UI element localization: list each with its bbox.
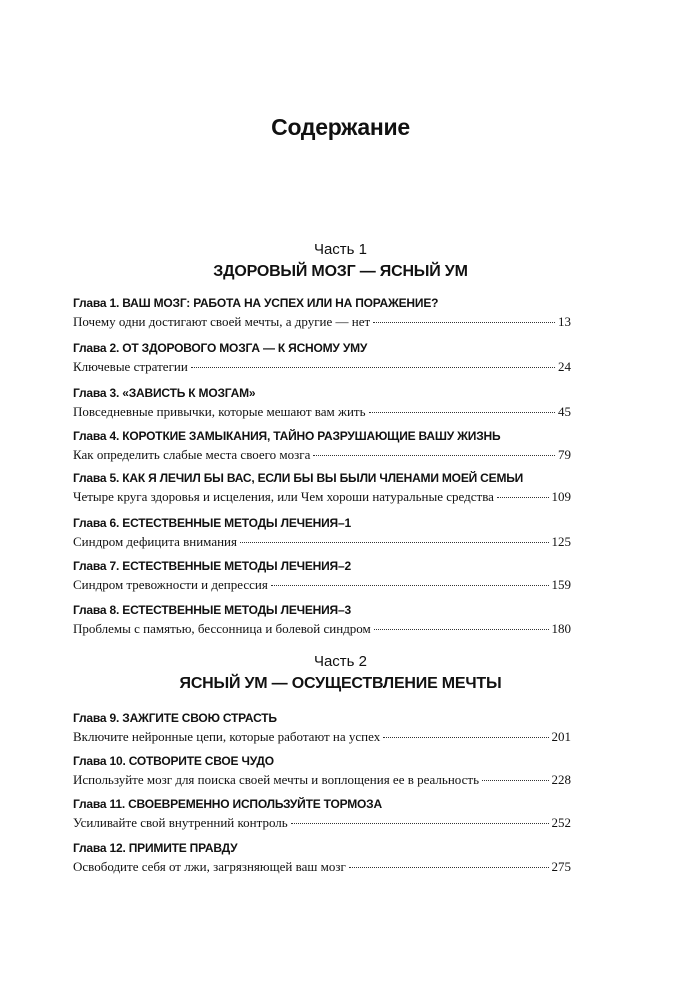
toc-entry <box>73 772 571 788</box>
chapter-subtitle: Как определить слабые места своего мозга <box>73 447 311 462</box>
page-number: 159 <box>551 577 571 592</box>
chapter-title: Глава 2. ОТ ЗДОРОВОГО МОЗГА — К ЯСНОМУ УМУ <box>73 341 368 355</box>
page-number: 109 <box>551 489 571 504</box>
chapter-5[interactable] <box>73 470 571 505</box>
chapter-8[interactable] <box>73 602 571 637</box>
chapter-title: Глава 5. КАК Я ЛЕЧИЛ БЫ ВАС, ЕСЛИ БЫ ВЫ БЫЛИ ЧЛЕНАМИ МОЕЙ СЕМЬИ <box>73 471 524 485</box>
toc-entry <box>73 859 571 875</box>
part-label: Часть 2 <box>313 653 368 670</box>
page-number: 125 <box>551 534 571 549</box>
toc-entry <box>73 534 571 550</box>
chapter-subtitle: Используйте мозг для поиска своей мечты и воплощения ее в реальность <box>73 772 480 787</box>
dot-leader <box>383 737 548 738</box>
chapter-subtitle: Освободите себя от лжи, загрязняющей ваш мозг <box>73 859 346 874</box>
part-label: Часть 1 <box>313 241 368 258</box>
chapter-title: Глава 7. ЕСТЕСТВЕННЫЕ МЕТОДЫ ЛЕЧЕНИЯ–2 <box>73 559 351 573</box>
chapter-title: Глава 12. ПРИМИТЕ ПРАВДУ <box>73 841 238 855</box>
part-1-header <box>0 241 681 283</box>
chapter-title: Глава 6. ЕСТЕСТВЕННЫЕ МЕТОДЫ ЛЕЧЕНИЯ–1 <box>73 516 351 530</box>
dot-leader <box>191 367 555 368</box>
chapter-9[interactable] <box>73 710 571 745</box>
chapter-4[interactable] <box>73 428 571 463</box>
page-title: Содержание <box>271 114 410 140</box>
part-title: ЯСНЫЙ УМ — ОСУЩЕСТВЛЕНИЕ МЕЧТЫ <box>179 675 502 692</box>
chapter-title: Глава 9. ЗАЖГИТЕ СВОЮ СТРАСТЬ <box>73 711 277 725</box>
chapter-title: Глава 11. СВОЕВРЕМЕННО ИСПОЛЬЗУЙТЕ ТОРМОЗА <box>73 797 382 811</box>
toc-entry <box>73 577 571 593</box>
chapter-1[interactable] <box>73 295 571 330</box>
dot-leader <box>369 412 555 413</box>
page-number: 79 <box>558 447 571 462</box>
page-number: 252 <box>551 815 571 830</box>
chapter-subtitle: Усиливайте свой внутренний контроль <box>73 815 288 830</box>
toc-entry <box>73 729 571 745</box>
chapter-title: Глава 4. КОРОТКИЕ ЗАМЫКАНИЯ, ТАЙНО РАЗРУШАЮЩИЕ ВАШУ ЖИЗНЬ <box>73 429 501 443</box>
toc-entry <box>73 359 571 375</box>
chapter-11[interactable] <box>73 796 571 831</box>
toc-entry <box>73 815 571 831</box>
toc-entry <box>73 314 571 330</box>
toc-entry <box>73 621 571 637</box>
chapter-7[interactable] <box>73 558 571 593</box>
chapter-subtitle: Проблемы с памятью, бессонница и болевой синдром <box>73 621 371 636</box>
dot-leader <box>291 823 549 824</box>
dot-leader <box>271 585 549 586</box>
dot-leader <box>240 542 549 543</box>
page-number: 13 <box>558 314 571 329</box>
chapter-10[interactable] <box>73 753 571 788</box>
chapter-12[interactable] <box>73 840 571 875</box>
chapter-subtitle: Синдром дефицита внимания <box>73 534 237 549</box>
dot-leader <box>374 629 549 630</box>
chapter-subtitle: Почему одни достигают своей мечты, а другие — нет <box>73 314 371 329</box>
chapter-subtitle: Четыре круга здоровья и исцеления, или Чем хороши натуральные средства <box>73 489 494 504</box>
chapter-6[interactable] <box>73 515 571 550</box>
chapter-title: Глава 8. ЕСТЕСТВЕННЫЕ МЕТОДЫ ЛЕЧЕНИЯ–3 <box>73 603 351 617</box>
toc-entry <box>73 404 571 420</box>
page-number: 24 <box>558 359 571 374</box>
chapter-3[interactable] <box>73 385 571 420</box>
dot-leader <box>313 455 555 456</box>
page-number: 201 <box>551 729 571 744</box>
toc-entry <box>73 489 571 505</box>
page-number: 45 <box>558 404 571 419</box>
dot-leader <box>482 780 548 781</box>
chapter-2[interactable] <box>73 340 571 375</box>
chapter-title: Глава 10. СОТВОРИТЕ СВОЕ ЧУДО <box>73 754 274 768</box>
chapter-subtitle: Включите нейронные цепи, которые работают на успех <box>73 729 381 744</box>
part-title: ЗДОРОВЫЙ МОЗГ — ЯСНЫЙ УМ <box>213 263 468 280</box>
chapter-title: Глава 1. ВАШ МОЗГ: РАБОТА НА УСПЕХ ИЛИ НА ПОРАЖЕНИЕ? <box>73 296 439 310</box>
chapter-subtitle: Повседневные привычки, которые мешают вам жить <box>73 404 366 419</box>
dot-leader <box>497 497 549 498</box>
part-2-header <box>0 653 681 695</box>
chapter-subtitle: Синдром тревожности и депрессия <box>73 577 268 592</box>
page-number: 180 <box>551 621 571 636</box>
toc-entry <box>73 447 571 463</box>
page-number: 228 <box>551 772 571 787</box>
chapter-title: Глава 3. «ЗАВИСТЬ К МОЗГАМ» <box>73 386 256 400</box>
dot-leader <box>349 867 549 868</box>
dot-leader <box>373 322 555 323</box>
page-number: 275 <box>551 859 571 874</box>
chapter-subtitle: Ключевые стратегии <box>73 359 188 374</box>
